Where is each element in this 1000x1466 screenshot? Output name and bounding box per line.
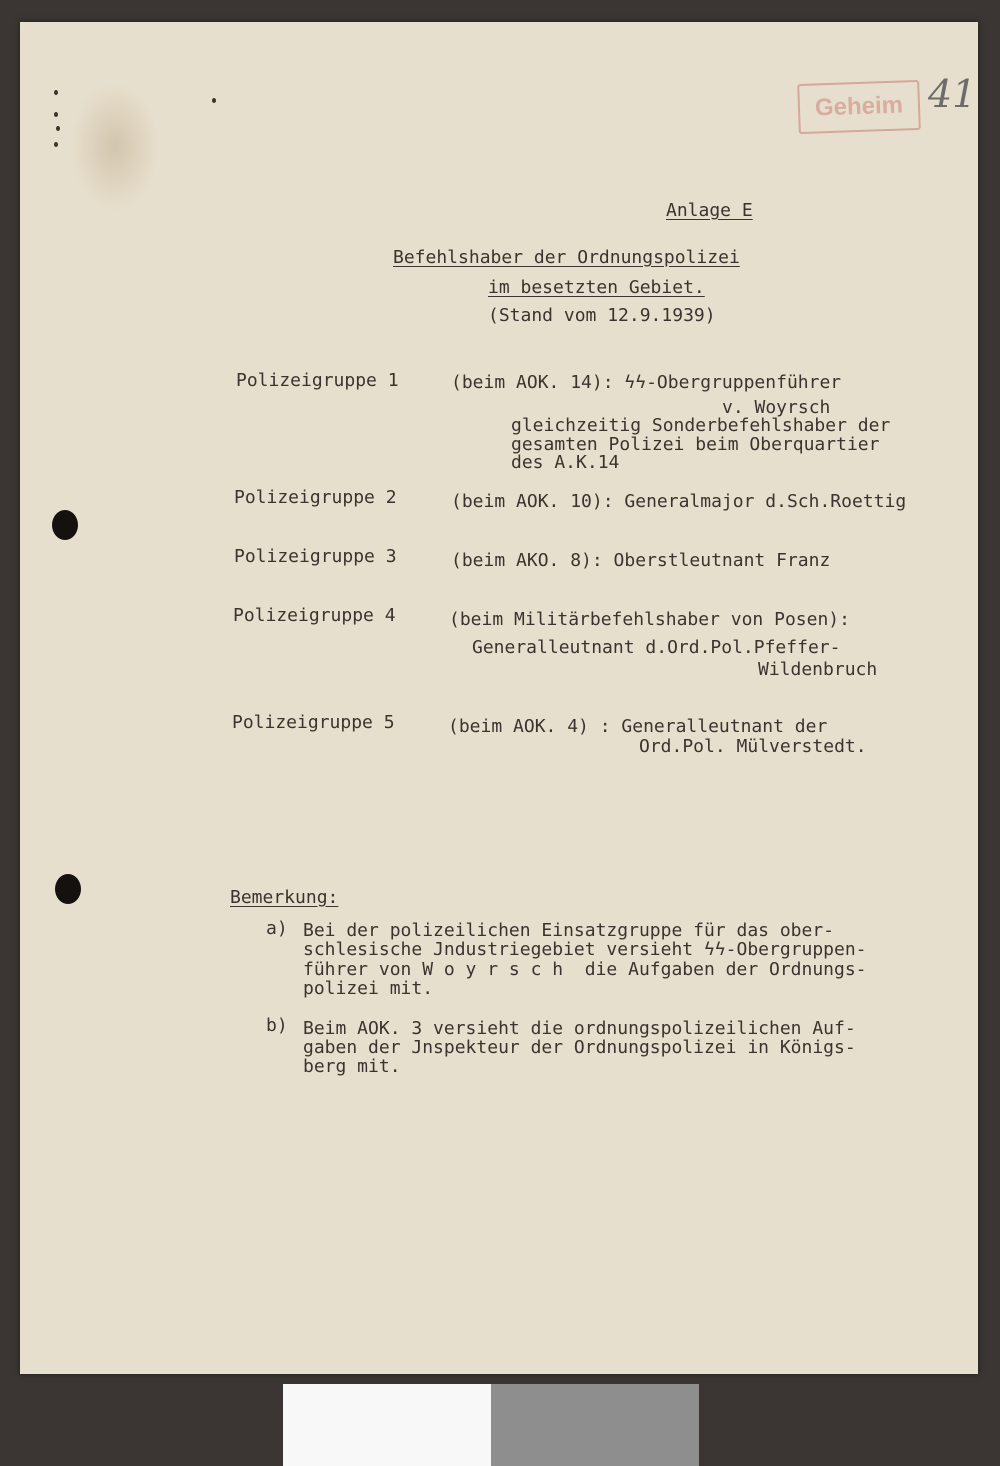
- remark-a-line: Bei der polizeilichen Einsatzgruppe für das ober-: [303, 920, 835, 941]
- remark-a-marker: a): [266, 918, 288, 939]
- remark-a-line: polizei mit.: [303, 978, 434, 999]
- paper-stain: [70, 82, 160, 212]
- title-line-1: Befehlshaber der Ordnungspolizei: [393, 247, 740, 268]
- remark-b-line: berg mit.: [303, 1056, 401, 1077]
- group-4-detail: (beim Militärbefehlshaber von Posen):: [449, 609, 850, 630]
- punch-mark: [54, 112, 58, 117]
- punch-hole: [55, 874, 81, 904]
- remark-b-marker: b): [266, 1015, 288, 1036]
- remarks-heading: Bemerkung:: [230, 887, 339, 908]
- group-2-detail: (beim AOK. 10): Generalmajor d.Sch.Roettig: [451, 491, 907, 512]
- document-page: [20, 22, 978, 1374]
- calibration-swatch-white: [283, 1384, 491, 1466]
- group-5-detail: (beim AOK. 4) : Generalleutnant der: [448, 716, 828, 737]
- group-2-name: Polizeigruppe 2: [234, 487, 397, 508]
- group-1-line: gesamten Polizei beim Oberquartier: [511, 434, 880, 455]
- remark-a-line: führer von W o y r s c h die Aufgaben der Ordnungs-: [303, 959, 867, 980]
- punch-mark: [56, 126, 60, 131]
- group-4-line: Generalleutnant d.Ord.Pol.Pfeffer-: [472, 637, 841, 658]
- group-3-name: Polizeigruppe 3: [234, 546, 397, 567]
- group-3-detail: (beim AKO. 8): Oberstleutnant Franz: [451, 550, 831, 571]
- page-number: 41: [928, 72, 977, 116]
- group-5-line: Ord.Pol. Mülverstedt.: [639, 736, 867, 757]
- secret-stamp: Geheim: [797, 80, 921, 134]
- group-4-line: Wildenbruch: [758, 659, 878, 680]
- title-line-2: im besetzten Gebiet.: [488, 277, 705, 298]
- group-1-name: Polizeigruppe 1: [236, 370, 399, 391]
- calibration-swatch-gray: [491, 1384, 699, 1466]
- punch-mark: [54, 90, 58, 95]
- remark-a-line: schlesische Jndustriegebiet versieht ϟϟ-Obergruppen-: [303, 939, 867, 960]
- date-line: (Stand vom 12.9.1939): [488, 305, 716, 326]
- remark-b-line: Beim AOK. 3 versieht die ordnungspolizeilichen Auf-: [303, 1018, 856, 1039]
- punch-mark: [54, 142, 58, 147]
- group-1-line: gleichzeitig Sonderbefehlshaber der: [511, 415, 891, 436]
- group-5-name: Polizeigruppe 5: [232, 712, 395, 733]
- group-1-line: des A.K.14: [511, 452, 620, 473]
- punch-hole: [52, 510, 78, 540]
- remark-b-line: gaben der Jnspekteur der Ordnungspolizei in Königs-: [303, 1037, 856, 1058]
- group-1-line: v. Woyrsch: [722, 397, 831, 418]
- annex-label: Anlage E: [666, 200, 753, 221]
- group-1-detail: (beim AOK. 14): ϟϟ-Obergruppenführer: [451, 372, 842, 393]
- group-4-name: Polizeigruppe 4: [233, 605, 396, 626]
- ink-dot: [212, 98, 216, 103]
